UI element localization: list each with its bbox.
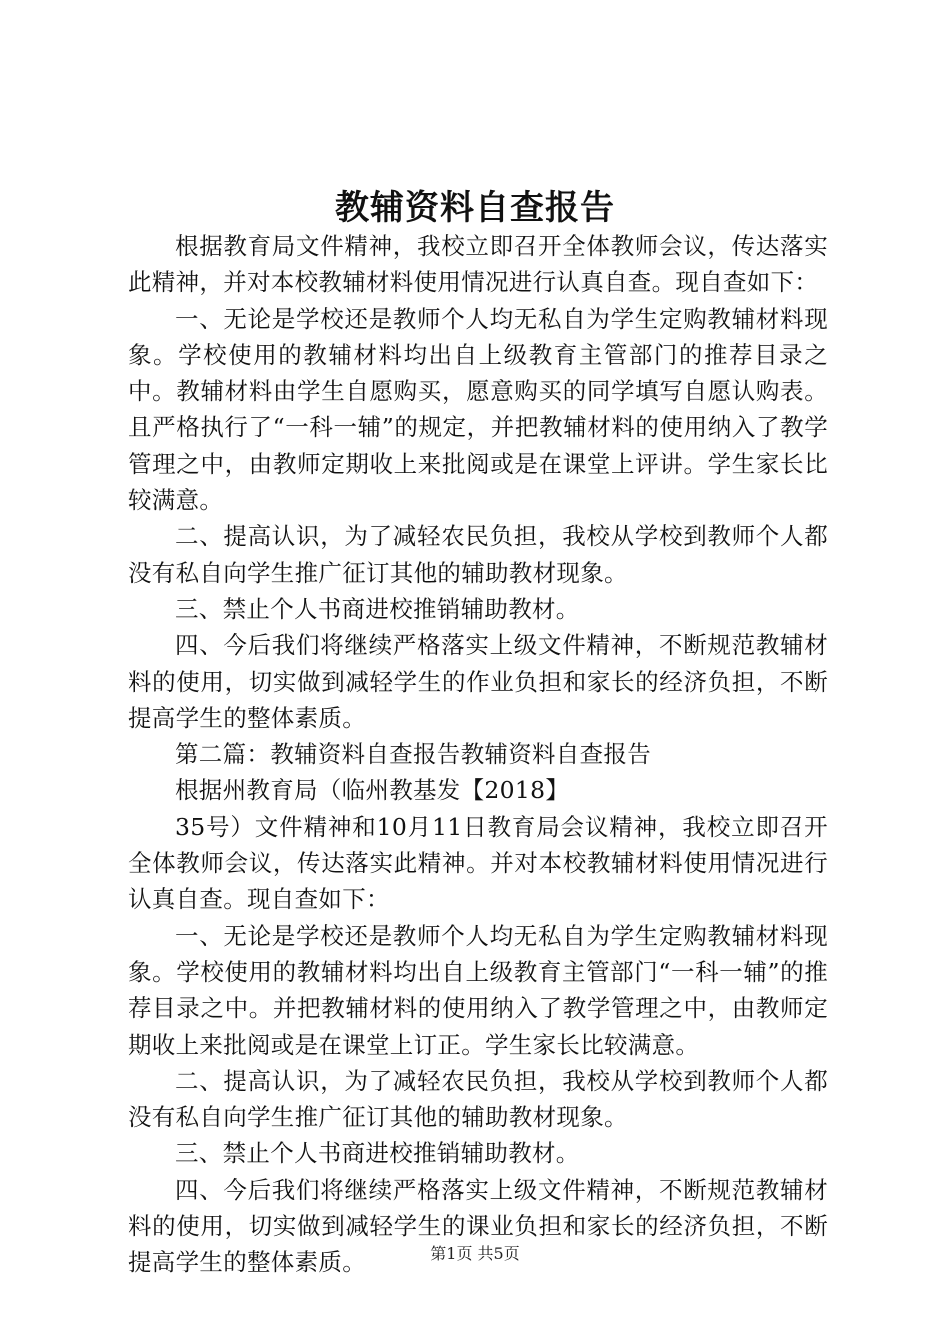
paragraph: 四、今后我们将继续严格落实上级文件精神，不断规范教辅材料的使用，切实做到减轻学生的课业负担和家长的经济负担，不断提高学生的整体素质。 bbox=[128, 1175, 828, 1277]
document-body bbox=[128, 228, 828, 1281]
paragraph: 一、无论是学校还是教师个人均无私自为学生定购教辅材料现象。学校使用的教辅材料均出自上级教育主管部门“一科一辅”的推荐目录之中。并把教辅材料的使用纳入了教学管理之中，由教师定期收上来批阅或是在课堂上订正。学生家长比较满意。 bbox=[128, 921, 828, 1059]
paragraph: 四、今后我们将继续严格落实上级文件精神，不断规范教辅材料的使用，切实做到减轻学生的作业负担和家长的经济负担，不断提高学生的整体素质。 bbox=[128, 631, 828, 732]
paragraph: 一、无论是学校还是教师个人均无私自为学生定购教辅材料现象。学校使用的教辅材料均出自上级教育主管部门的推荐目录之中。教辅材料由学生自愿购买，愿意购买的同学填写自愿认购表。且严格执行了“一科一辅”的规定，并把教辅材料的使用纳入了教学管理之中，由教师定期收上来批阅或是在课堂上评讲。学生家长比较满意。 bbox=[128, 304, 828, 515]
paragraph: 35号）文件精神和10月11日教育局会议精神，我校立即召开全体教师会议，传达落实此精神。并对本校教辅材料使用情况进行认真自查。现自查如下： bbox=[128, 812, 828, 914]
paragraph: 二、提高认识，为了减轻农民负担，我校从学校到教师个人都没有私自向学生推广征订其他的辅助教材现象。 bbox=[128, 522, 828, 587]
section-heading: 第二篇：教辅资料自查报告教辅资料自查报告 bbox=[175, 740, 651, 769]
paragraph: 根据教育局文件精神，我校立即召开全体教师会议，传达落实此精神，并对本校教辅材料使用情况进行认真自查。现自查如下： bbox=[128, 232, 828, 297]
document-title: 教辅资料自查报告 bbox=[335, 188, 615, 228]
page-number-footer: 第1页 共5页 bbox=[430, 1244, 520, 1263]
paragraph: 三、禁止个人书商进校推销辅助教材。 bbox=[175, 594, 580, 623]
paragraph: 三、禁止个人书商进校推销辅助教材。 bbox=[175, 1139, 580, 1168]
paragraph: 根据州教育局（临州教基发【2018】 bbox=[175, 776, 570, 805]
paragraph: 二、提高认识，为了减轻农民负担，我校从学校到教师个人都没有私自向学生推广征订其他的辅助教材现象。 bbox=[128, 1066, 828, 1132]
